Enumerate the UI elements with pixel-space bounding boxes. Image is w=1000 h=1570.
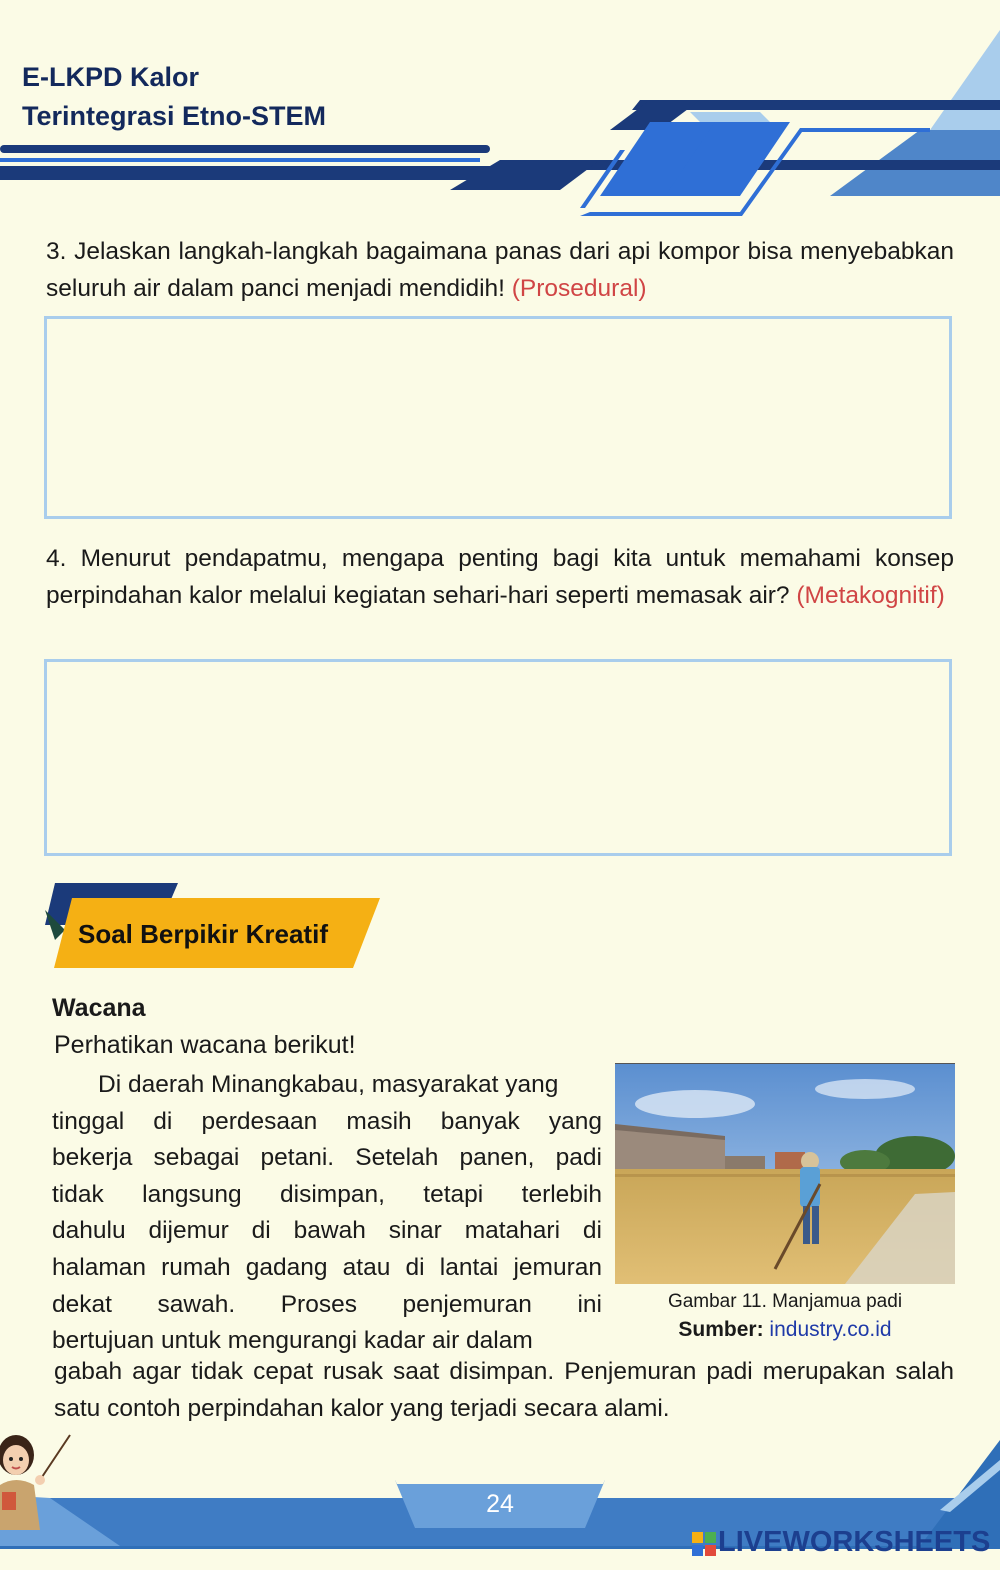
question-tag: (Metakognitif) (796, 582, 945, 609)
question-text: Menurut pendapatmu, mengapa penting bagi kita untuk memahami konsep perpindahan kalor melalui kegiatan sehari-hari seperti memasak air? (46, 545, 954, 609)
wacana-intro: Perhatikan wacana berikut! (54, 1031, 356, 1059)
paragraph-line: bekerja sebagai petani. Setelah panen, padi (52, 1144, 602, 1172)
paragraph-line: bertujuan untuk mengurangi kadar air dalam (52, 1327, 533, 1355)
question-text: Jelaskan langkah-langkah bagaimana panas dari api kompor bisa menyebabkan seluruh air dalam panci menjadi mendidih! (46, 238, 954, 302)
source-link[interactable]: industry.co.id (769, 1318, 892, 1341)
question-number: 4. (46, 545, 67, 572)
paragraph-line: tidak langsung disimpan, tetapi terlebih (52, 1180, 602, 1208)
header-title: E-LKPD Kalor (22, 62, 200, 92)
rice-drying-photo (615, 1063, 955, 1284)
question-3 (46, 233, 954, 307)
paragraph-line: Di daerah Minangkabau, masyarakat yang (98, 1071, 559, 1098)
wacana-title: Wacana (52, 994, 146, 1022)
paragraph-line: halaman rumah gadang atau di lantai jemuran (52, 1253, 602, 1281)
question-4 (46, 540, 954, 614)
wacana-paragraph (52, 1067, 602, 1360)
liveworksheets-logo-icon (692, 1532, 716, 1556)
question-number: 3. (46, 238, 67, 265)
source-label: Sumber: (678, 1318, 764, 1341)
answer-box-3[interactable] (44, 316, 952, 519)
figure-caption: Gambar 11. Manjamua padi (667, 1291, 903, 1312)
wacana-paragraph-continued: gabah agar tidak cepat rusak saat disimpan. Penjemuran padi merupakan salah satu contoh perpindahan kalor yang terjadi secara alami. (54, 1358, 954, 1422)
figure-source (615, 1318, 955, 1342)
paragraph-line: dahulu dijemur di bawah sinar matahari di (52, 1217, 602, 1245)
paragraph-line: tinggal di perdesaan masih banyak yang (52, 1107, 602, 1135)
liveworksheets-logo[interactable]: LIVEWORKSHEETS (718, 1526, 991, 1558)
question-tag: (Prosedural) (511, 275, 647, 302)
teacher-illustration (0, 1430, 80, 1530)
paragraph-line: dekat sawah. Proses penjemuran ini (52, 1290, 602, 1318)
section-badge: Soal Berpikir Kreatif (78, 919, 328, 949)
page-number: 24 (486, 1490, 514, 1518)
header-subtitle: Terintegrasi Etno-STEM (22, 101, 327, 131)
answer-box-4[interactable] (44, 659, 952, 856)
